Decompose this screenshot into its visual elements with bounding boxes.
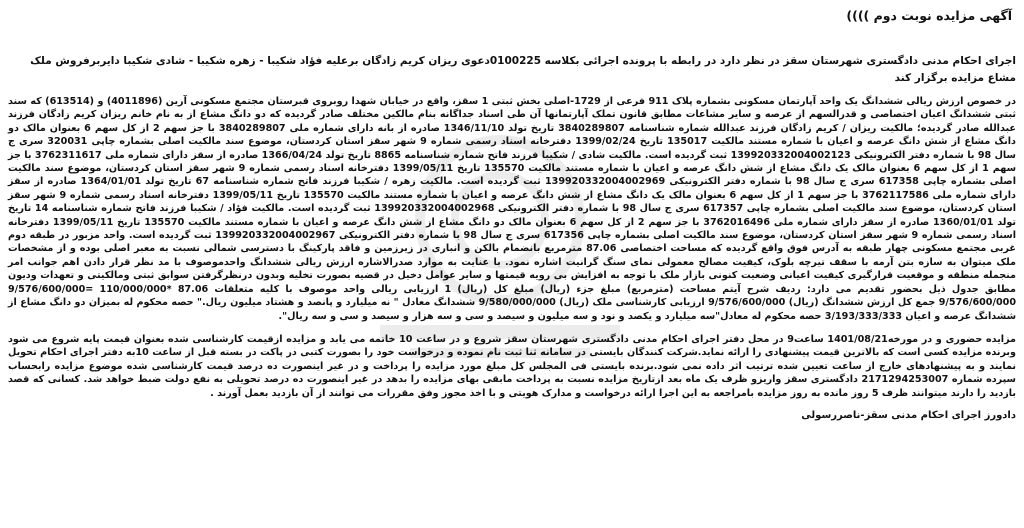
auction-terms: مزایده حضوری و در مورخه1401/08/21 ساعت9 در محل دفتر اجرای احکام مدنی دادگستری شهرستان سقز شروع و در ساعت 10 خاتمه می یابد و مزایده ازقیمت کارشناسی شده بعنوان قیمت پایه شروع می شود وبرنده مزایده کسی است که بالاترین قیمت پیشنهادی را ارائه نماید.شرکت کنندگان بایستی در سامانه ثنا ثبت نام نموده و درخواست خود را بصورت کتبی در پاکت در بسته قبل از ساعت 10به دفتر اجرای احکام تحویل نمایند و به پیشنهادهای خارج از ساعت تعیین شده ترتیب اثر داده نمی شود.برنده بایستی فی المجلس کل مبلغ مورد مزایده را پرداخت و در غیر اینصورت ده درصد قیمت کارشناسی شده موضوع مزایده رابحساب سپرده شماره 2171294253007 دادگستری سقز واریزو ظرف یک ماه بعد ازتاریخ مزایده نسبت به پرداخت مابقی بهای مزایده را بدهد در غیر اینصورت ده درصد تحویلی به نفع دولت ضبط خواهد شد. کسانی که قصد بازدید را دارند میتوانند ظرف 5 روز مانده به روز مزایده بامراجعه به این اجرا ارائه درخواست و مدارک هویتی و با اخذ مجوز وفق مقررات می توانند از آن بازدید بعمل آورند . [8,333,1016,399]
signature-line: دادورز اجرای احکام مدنی سقز-ناصررسولی [801,409,1016,421]
notice-intro: اجرای احکام مدنی دادگستری شهرستان سقز در نظر دارد در رابطه با پرونده اجرائی بکلاسه 0100225دعوی ریزان کریم زادگان برعلیه فؤاد شکیبا - زهره شکیبا - شادی شکیبا دایربرفروش ملک مشاع مزایده برگزار کند [30,55,1016,84]
auction-notice [8,4,1016,524]
notice-title: آگهی مزایده نوبت دوم )))) [846,8,1012,23]
property-description: در خصوص ارزش ریالی ششدانگ یک واحد آپارتمان مسکونی بشماره پلاک 911 فرعی از 1729-اصلی بخش ثبتی 1 سقز، واقع در خیابان شهدا روبروی قبرستان مجتمع مسکونی آرین (4011896) و (613514) که سند ثبتی ششدانگ اعیان اختصاصی و قدرالسهم از عرصه و سایر مشاعات مطابق قانون تملک آپارتمانها آن طی اسناد جداگانه بنام مالکین مختلف صادر گردیده که دو دانگ مشاع از به نام خانم ریزان کریم زادگان فرزند عبدالله صادر گردیده؛ مالکیت ریزان / کریم زادگان فرزند عبدالله شماره شناسنامه 3840289807 تاریخ تولد 1346/11/10 صادره از بانه دارای شماره ملی 3840289807 با جز سهم 2 از کل سهم 6 بعنوان مالک دو دانگ مشاع از شش دانگ عرصه و اعیان با شماره مستند مالکیت 135017 تاریخ 1399/02/24 دفترخانه اسناد رسمی شماره 9 شهر سقز استان کردستان، موضوع سند مالکیت اصلی بشماره چاپی 320031 سری ج سال 98 با شماره دفتر الکترونیکی 139920332004002123 ثبت گردیده است. مالکیت شادی / شکیبا فرزند فاتح شماره شناسنامه 8865 تاریخ تولد 1366/04/24 صادره از سقز دارای شماره ملی 3762311617 با جز سهم 1 از کل سهم 6 بعنوان مالک یک دانگ مشاع از شش دانگ عرصه و اعیان با شماره مستند مالکیت 135570 تاریخ 1399/05/11 دفترخانه اسناد رسمی شماره 9 شهر سقز استان کردستان، موضوع سند مالکیت اصلی بشماره چاپی 617358 سری ج سال 98 با شماره دفتر الکترونیکی 139920332004002969 ثبت گردیده است. مالکیت زهره / شکیبا فرزند فاتح شماره شناسنامه 67 تاریخ تولد 1364/01/01 صادره از سقز دارای شماره ملی 3762117586 با جز سهم 1 از کل سهم 6 بعنوان مالک یک دانگ مشاع از شش دانگ عرصه و اعیان با شماره مستند مالکیت 135570 تاریخ 1399/05/11 دفترخانه اسناد رسمی شماره 9 شهر سقز استان کردستان، موضوع سند مالکیت اصلی بشماره چاپی 617357 سری ج سال 98 با شماره دفتر الکترونیکی 139920332004002968 ثبت گردیده است. مالکیت فؤاد / شکیبا فرزند فاتح شماره شناسنامه 14 تاریخ تولد 1360/01/01 صادره از سقز دارای شماره ملی 3762016496 با جز سهم 2 از کل سهم 6 بعنوان مالک دو دانگ مشاع از شش دانگ عرصه و اعیان با شماره مستند مالکیت 135570 تاریخ 1399/05/11 دفترخانه اسناد رسمی شماره 9 شهر سقز استان کردستان، موضوع سند مالکیت اصلی بشماره چاپی 617356 سری ج سال 98 با شماره دفتر الکترونیکی 139920332004002967 ثبت گردیده است. واحد مزبور در طبقه دوم غربی مجتمع مسکونی چهار طبقه به آدرس فوق واقع گردیده که مساحت اختصاصی 87.06 مترمربع بانضمام بالکن و انباری در زیرزمین و فاقد پارکینگ با دسترسی شمالی نسبت به معبر اصلی بوده و از مشخصات ملک میتوان به سازه بتن آرمه با سقف تیرچه بلوک، کیفیت مصالح معمولی نمای سنگ گرانیت اشاره نمود. با عنایت به موارد صدرالاشاره ارزش ریالی ششدانگ واحدموصوف با مد نظر قرار دادن اهم جوانب امر منجمله منطقه و موقعیت قرارگیری کیفیت اعیانی وضعیت کنونی بازار ملک با توجه به افزایش بی رویه قیمتها و سایر عوامل دخیل در قضیه بصورت تخلیه وبدون درنظرگرفتن سوابق ثبتی ومالکیتی و تعهدات ودیون مطابق جدول ذیل بحضور تقدیم می دارد: ردیف شرح آیتم مساحت (مترمربع) مبلغ جزء (ریال) مبلغ کل (ریال) 1 ارزیابی ریالی واحد موصوف با کلیه متعلقات 87.06 *110/000/000 =9/576/600/000 9/576/600/000 جمع کل ارزش ششدانگ (ریال) 9/576/600/000 ارزیابی کارشناسی ملک (ریال) 9/580/000/000 ششدانگ معادل " نه میلیارد و پانصد و هشتاد میلیون ریال." حصه محکوم له بمیزان دو دانگ مشاع از ششدانگ عرصه و اعیان 3/193/333/333 حصه محکوم له معادل"سه میلیارد و یکصد و نود و سه میلیون و سیصد و سی و سه هزار و سیصد و سی و سه ریال". [8,96,1017,322]
